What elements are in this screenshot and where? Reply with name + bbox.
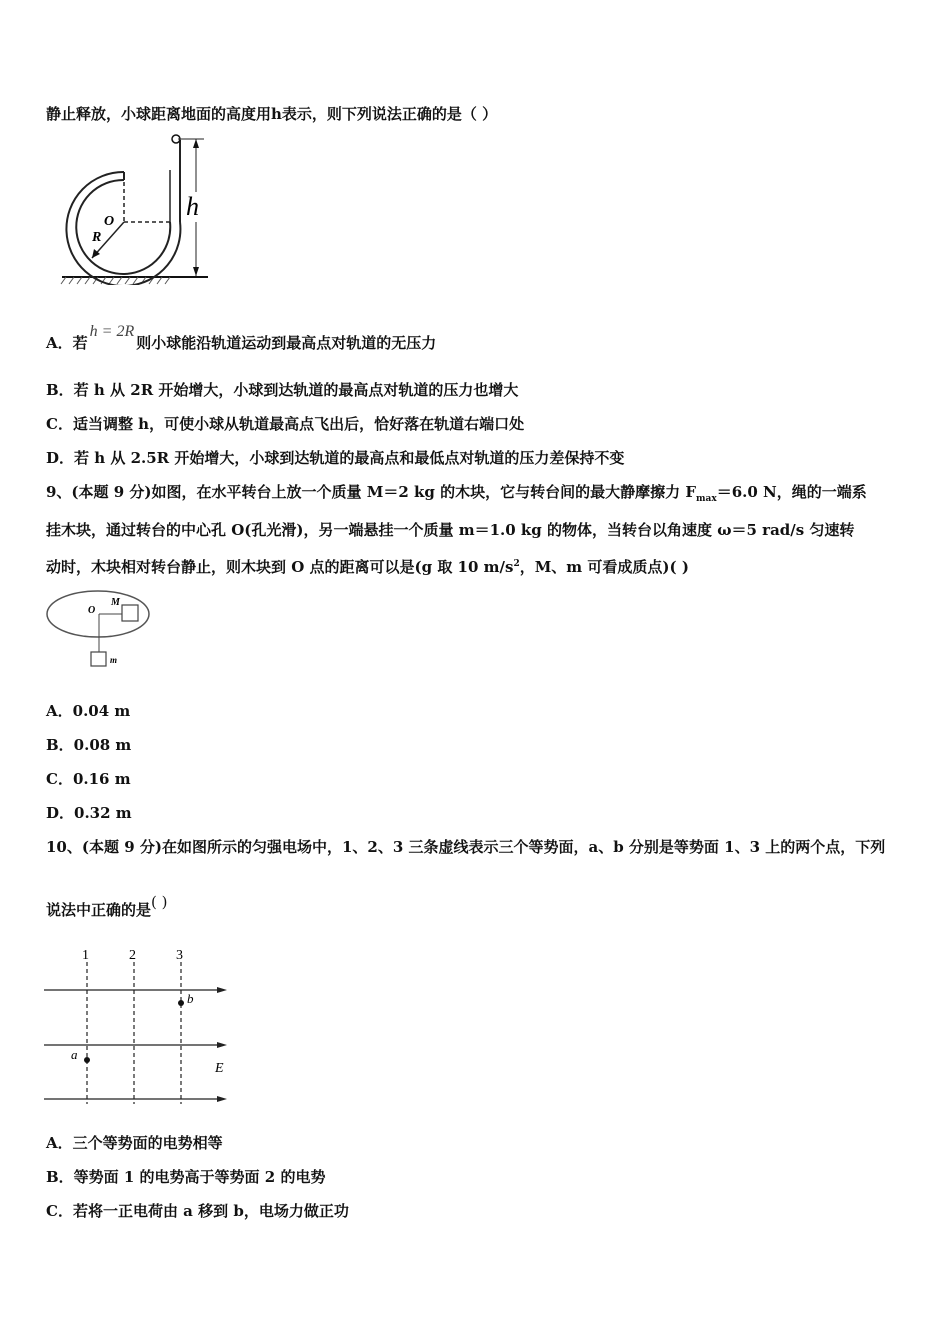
q9-option-b: B．0.08 m — [46, 736, 132, 754]
q10-option-a: A．三个等势面的电势相等 — [46, 1134, 223, 1152]
q8-option-a: A．若h = 2R则小球能沿轨道运动到最高点对轨道的无压力 — [46, 323, 437, 352]
q8-loop-track-figure — [58, 130, 213, 285]
q9-turntable-figure — [44, 588, 154, 670]
q10-label-a: a — [71, 1047, 78, 1062]
q9-option-c: C．0.16 m — [46, 770, 131, 788]
q10-stem-line1: 10、(本题 9 分)在如图所示的匀强电场中，1、2、3 三条虚线表示三个等势面，a、b 分别是等势面 1、3 上的两个点，下列 — [46, 838, 886, 856]
q8-label-o: O — [104, 214, 115, 229]
q8-label-h: h — [186, 192, 199, 221]
q10-label-3: 3 — [176, 948, 183, 963]
q9-stem-line2: 挂木块，通过转台的中心孔 O(孔光滑)，另一端悬挂一个质量 m＝1.0 kg 的物体，当转台以角速度 ω＝5 rad/s 匀速转 — [46, 521, 855, 539]
q10-label-e: E — [215, 1061, 224, 1076]
q10-option-c: C．若将一正电荷由 a 移到 b，电场力做正功 — [46, 1202, 349, 1220]
q9-label-big-m: M — [111, 597, 120, 608]
q10-stem-line2: 说法中正确的是( ) — [46, 893, 168, 919]
q9-option-a: A．0.04 m — [46, 702, 131, 720]
q10-paren: ( ) — [151, 893, 168, 911]
q8-option-b: B．若 h 从 2R 开始增大，小球到达轨道的最高点对轨道的压力也增大 — [46, 381, 519, 399]
q9-stem-line1: 9、(本题 9 分)如图，在水平转台上放一个质量 M＝2 kg 的木块，它与转台间的最大静摩擦力 $F_{max}=6.0$ N，绳的一端系 — [46, 483, 867, 504]
q8-formula-h2r: h = 2R — [89, 323, 135, 340]
q10-label-b: b — [187, 991, 194, 1006]
q9-label-small-m: m — [110, 655, 118, 665]
q9-label-o: O — [88, 605, 96, 616]
q10-label-2: 2 — [129, 948, 136, 963]
q10-label-1: 1 — [82, 948, 89, 963]
q8-option-d: D．若 h 从 2.5R 开始增大，小球到达轨道的最高点和最低点对轨道的压力差保持不变 — [46, 449, 625, 467]
q10-field-figure — [44, 944, 234, 1106]
q9-stem-line3: 动时，木块相对转台静止，则木块到 O 点的距离可以是(g 取 10 $m/s^2$，M、m 可看成质点)( ) — [46, 558, 689, 576]
q9-option-d: D．0.32 m — [46, 804, 132, 822]
q8-stem: 静止释放，小球距离地面的高度用h表示，则下列说法正确的是（ ） — [46, 105, 498, 123]
q10-option-b: B．等势面 1 的电势高于等势面 2 的电势 — [46, 1168, 326, 1186]
q8-label-r: R — [92, 230, 102, 245]
q8-option-c: C．适当调整 h，可使小球从轨道最高点飞出后，恰好落在轨道右端口处 — [46, 415, 525, 433]
